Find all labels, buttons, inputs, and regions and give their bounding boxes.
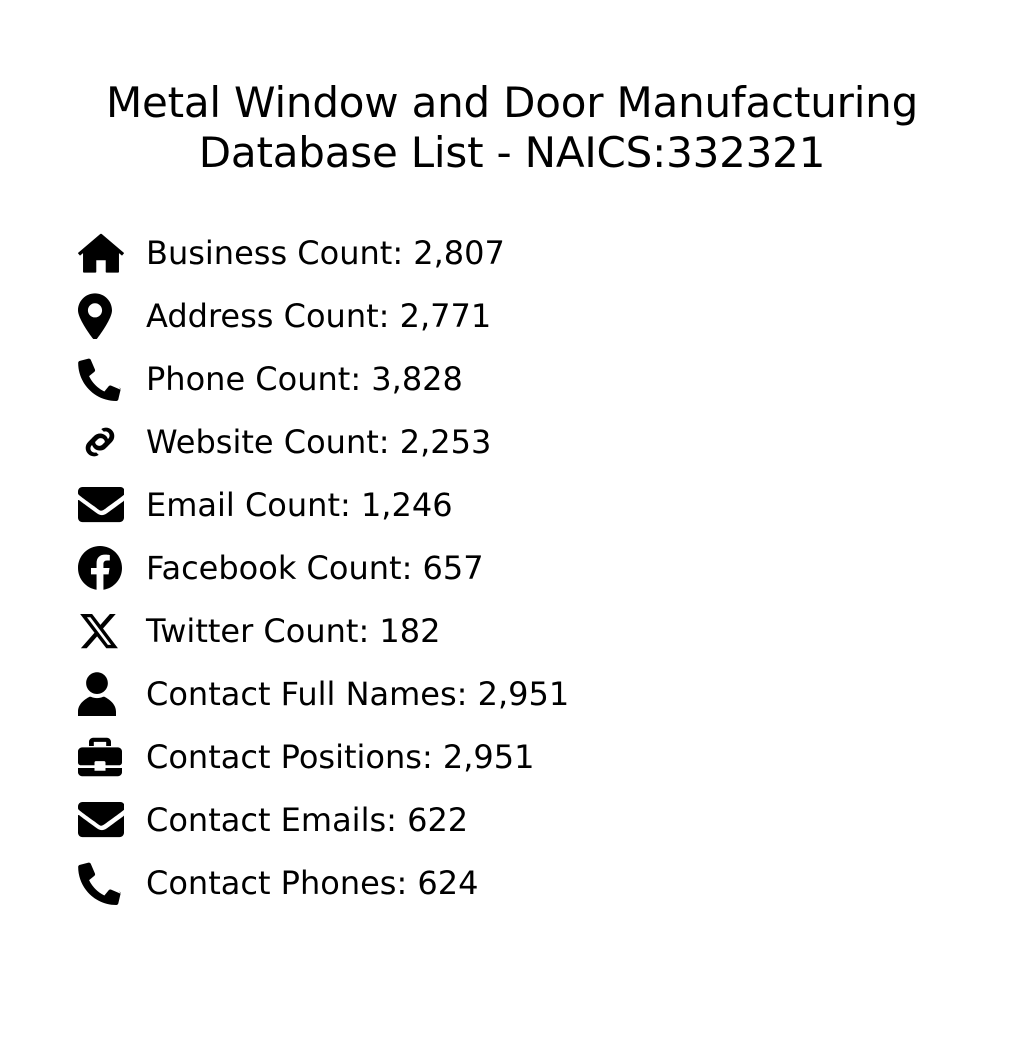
list-item-label: Twitter Count: 182 xyxy=(146,611,441,650)
list-item xyxy=(78,410,1024,473)
page-title: Metal Window and Door Manufacturing Database List - NAICS:332321 xyxy=(105,78,919,177)
list-item-label: Contact Full Names: 2,951 xyxy=(146,674,570,713)
list-item xyxy=(78,788,1024,851)
list-item-label: Contact Emails: 622 xyxy=(146,800,469,839)
link-icon xyxy=(78,419,130,465)
list-item xyxy=(78,725,1024,788)
list-item xyxy=(78,536,1024,599)
twitter-x-icon xyxy=(78,608,130,654)
facebook-icon xyxy=(78,545,130,591)
list-item xyxy=(78,221,1024,284)
list-item-label: Website Count: 2,253 xyxy=(146,422,492,461)
list-item-label: Email Count: 1,246 xyxy=(146,485,453,524)
list-item xyxy=(78,473,1024,536)
envelope-icon xyxy=(78,797,130,843)
briefcase-icon xyxy=(78,734,130,780)
statistics-list xyxy=(0,221,1024,914)
list-item xyxy=(78,599,1024,662)
list-item-label: Contact Positions: 2,951 xyxy=(146,737,535,776)
home-icon xyxy=(78,230,130,276)
phone-icon xyxy=(78,860,130,906)
location-pin-icon xyxy=(78,293,130,339)
list-item xyxy=(78,851,1024,914)
phone-icon xyxy=(78,356,130,402)
list-item-label: Contact Phones: 624 xyxy=(146,863,479,902)
list-item-label: Business Count: 2,807 xyxy=(146,233,505,272)
list-item xyxy=(78,284,1024,347)
list-item-label: Phone Count: 3,828 xyxy=(146,359,463,398)
list-item xyxy=(78,662,1024,725)
list-item-label: Address Count: 2,771 xyxy=(146,296,492,335)
document-page xyxy=(0,28,1024,1052)
list-item-label: Facebook Count: 657 xyxy=(146,548,484,587)
envelope-icon xyxy=(78,482,130,528)
person-icon xyxy=(78,671,130,717)
list-item xyxy=(78,347,1024,410)
